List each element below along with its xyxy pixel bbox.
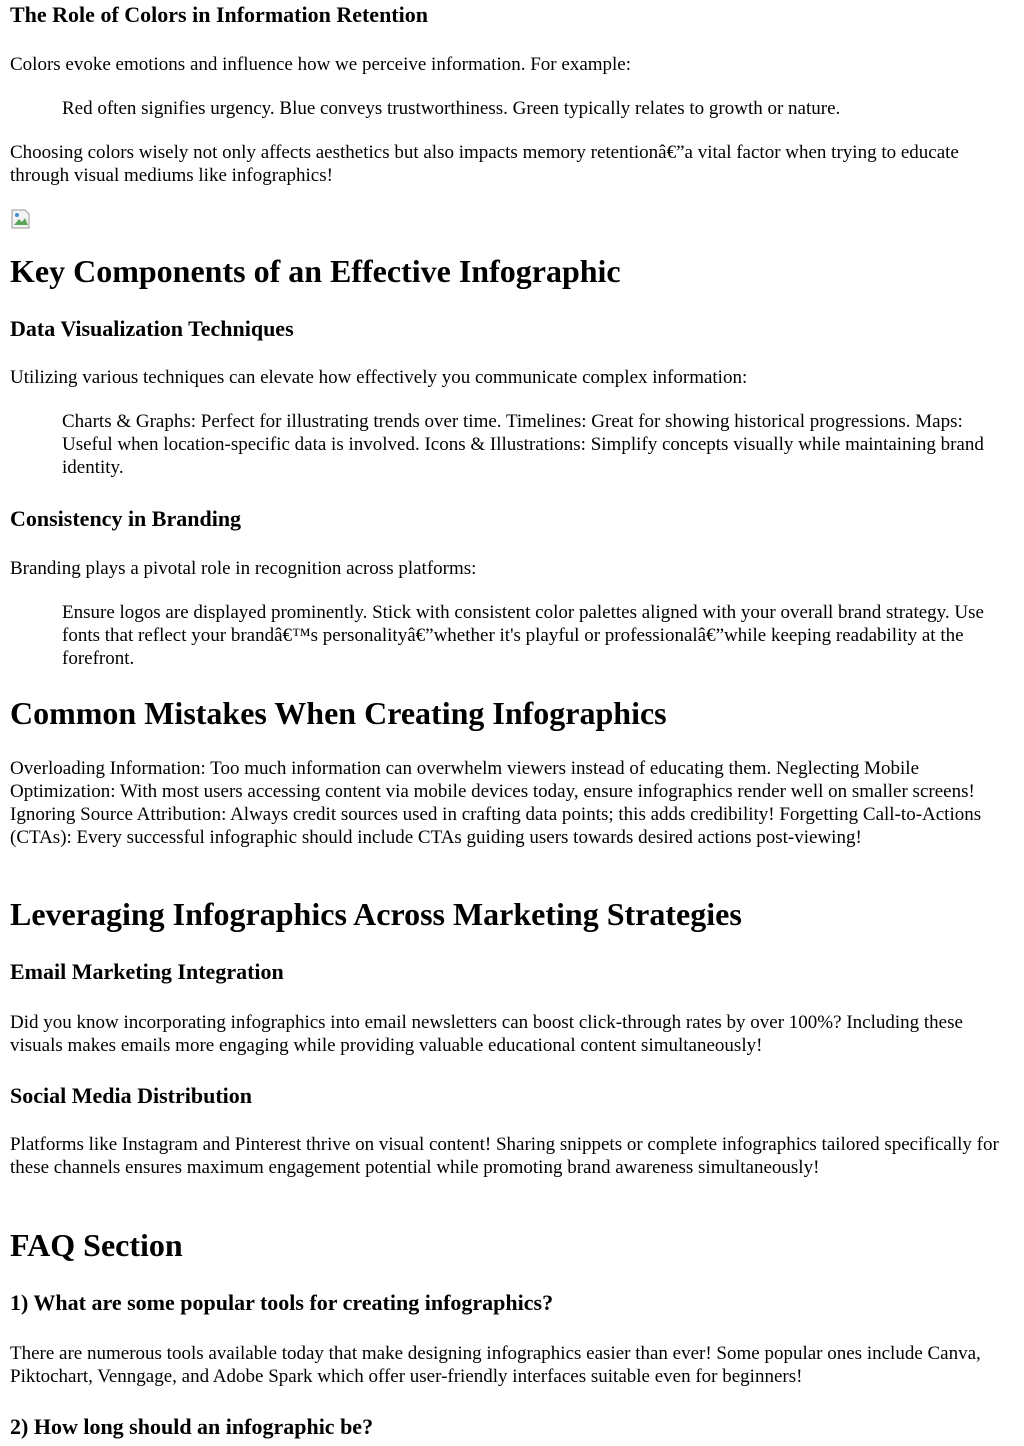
mistakes-body: Overloading Information: Too much information can overwhelm viewers instead of educating them. Neglecting Mobile Optimization: With most users accessing content via mobile devices today, ensure infographics render well on smaller screens! Ignoring Source Attribution: Always credit sources used in crafting data points; this adds credibility! Forgetting Call-to-Actions (CTAs): Every successful infographic should include CTAs guiding users towards desired actions post-viewing! xyxy=(10,758,982,848)
branding-quote: Ensure logos are displayed prominently. Stick with consistent color palettes aligned with your overall brand strategy. Use fonts that reflect your brandâ€™s personalityâ€”whether it's playful or professionalâ€”while keeping readability at the forefront. xyxy=(62,602,984,669)
colors-intro: Colors evoke emotions and influence how we perceive information. For example: xyxy=(10,54,632,75)
colors-outro: Choosing colors wisely not only affects aesthetics but also impacts memory retentionâ€”a vital factor when trying to educate through visual mediums like infographics! xyxy=(10,142,959,186)
email-heading: Email Marketing Integration xyxy=(10,959,284,984)
social-heading: Social Media Distribution xyxy=(10,1083,253,1108)
key-components-heading: Key Components of an Effective Infographic xyxy=(10,253,621,289)
faq-heading: FAQ Section xyxy=(10,1227,183,1263)
data-viz-heading: Data Visualization Techniques xyxy=(10,316,294,341)
data-viz-intro: Utilizing various techniques can elevate how effectively you communicate complex information: xyxy=(10,367,748,388)
branding-heading: Consistency in Branding xyxy=(10,506,242,531)
faq-q1-answer: There are numerous tools available today that make designing infographics easier than ever! Some popular ones include Canva, Piktochart, Venngage, and Adobe Spark which offer user-friendly interfaces suitable even for beginners! xyxy=(10,1343,981,1387)
colors-heading: The Role of Colors in Information Retention xyxy=(10,2,428,27)
email-body: Did you know incorporating infographics into email newsletters can boost click-through rates by over 100%? Including these visuals makes emails more engaging while providing valuable educational content simultaneously! xyxy=(10,1012,963,1056)
mistakes-heading: Common Mistakes When Creating Infographics xyxy=(10,695,667,731)
leveraging-heading: Leveraging Infographics Across Marketing Strategies xyxy=(10,896,742,932)
colors-quote: Red often signifies urgency. Blue conveys trustworthiness. Green typically relates to growth or nature. xyxy=(62,98,841,119)
social-body: Platforms like Instagram and Pinterest thrive on visual content! Sharing snippets or complete infographics tailored specifically for these channels ensures maximum engagement potential while promoting brand awareness simultaneously! xyxy=(10,1134,999,1178)
data-viz-quote: Charts & Graphs: Perfect for illustrating trends over time. Timelines: Great for showing historical progressions. Maps: Useful when location-specific data is involved. Icons & Illustrations: Simplify concepts visually while maintaining brand identity. xyxy=(62,411,984,478)
branding-intro: Branding plays a pivotal role in recognition across platforms: xyxy=(10,558,477,579)
broken-image-icon xyxy=(10,208,32,230)
faq-q2-question: 2) How long should an infographic be? xyxy=(10,1414,374,1439)
faq-q1-question: 1) What are some popular tools for creating infographics? xyxy=(10,1290,554,1315)
